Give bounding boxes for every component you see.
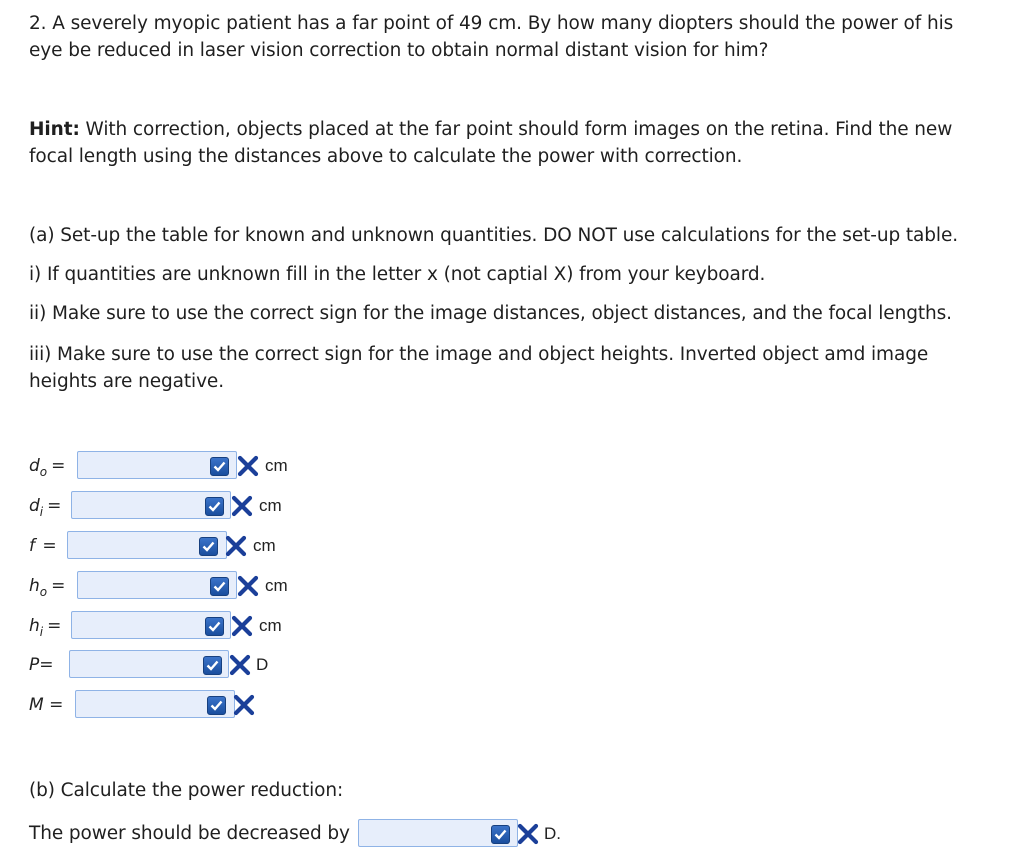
hint-label: Hint: [29,119,80,140]
question-line-2: eye be reduced in laser vision correction to obtain normal distant vision for him? [29,40,769,61]
power-reduction-prompt: The power should be decreased by [29,823,350,844]
cross-icon [237,575,259,597]
unit-object-height: cm [265,576,288,595]
row-image-height [0,611,400,641]
check-icon[interactable] [205,497,224,516]
part-b-intro: (b) Calculate the power reduction: [29,780,344,801]
question-line-1: 2. A severely myopic patient has a far point of 49 cm. By how many diopters should the power of his [29,13,954,34]
check-icon[interactable] [210,577,229,596]
row-image-distance [0,491,400,521]
label-image-height: $h_i$ = [29,616,62,639]
hint-line-1: With correction, objects placed at the far point should form images on the retina. Find the new [79,119,953,140]
cross-icon [237,455,259,477]
row-object-height [0,571,400,601]
hint-line-2: focal length using the distances above to calculate the power with correction. [29,146,743,167]
label-magnification: M = [29,695,64,715]
row-object-distance [0,451,400,481]
unit-image-distance: cm [259,496,282,515]
part-a-intro: (a) Set-up the table for known and unknown quantities. DO NOT use calculations for the set-up table. [29,225,959,246]
row-power [0,650,400,680]
row-focal-length [0,531,400,561]
unit-object-distance: cm [265,456,288,475]
rule-iii-line-2: heights are negative. [29,371,224,392]
cross-icon [229,654,251,676]
row-magnification [0,690,400,720]
cross-icon [225,535,247,557]
unit-power: D [256,655,269,674]
label-power: P= [29,655,54,675]
rule-iii-line-1: iii) Make sure to use the correct sign for the image and object heights. Inverted object amd image [29,344,929,365]
check-icon[interactable] [491,825,510,844]
check-icon[interactable] [207,696,226,715]
row-power-reduction [0,819,700,849]
label-image-distance: $d_i$ = [29,496,62,519]
cross-icon [231,495,253,517]
rule-i: i) If quantities are unknown fill in the letter x (not captial X) from your keyboard. [29,264,766,285]
unit-power-reduction: D. [544,824,561,843]
cross-icon [233,694,255,716]
label-focal-length: f = [29,536,57,556]
question-text [29,10,953,64]
hint-text [29,116,952,170]
label-object-height: $h_o$ = [29,576,66,599]
cross-icon [231,615,253,637]
check-icon[interactable] [205,617,224,636]
rule-ii: ii) Make sure to use the correct sign for the image distances, object distances, and the focal lengths. [29,303,952,324]
check-icon[interactable] [199,537,218,556]
unit-focal-length: cm [253,536,276,555]
unit-image-height: cm [259,616,282,635]
cross-icon [517,823,539,845]
check-icon[interactable] [210,457,229,476]
label-object-distance: $d_o$ = [29,456,66,479]
rule-iii [29,341,928,395]
check-icon[interactable] [203,656,222,675]
